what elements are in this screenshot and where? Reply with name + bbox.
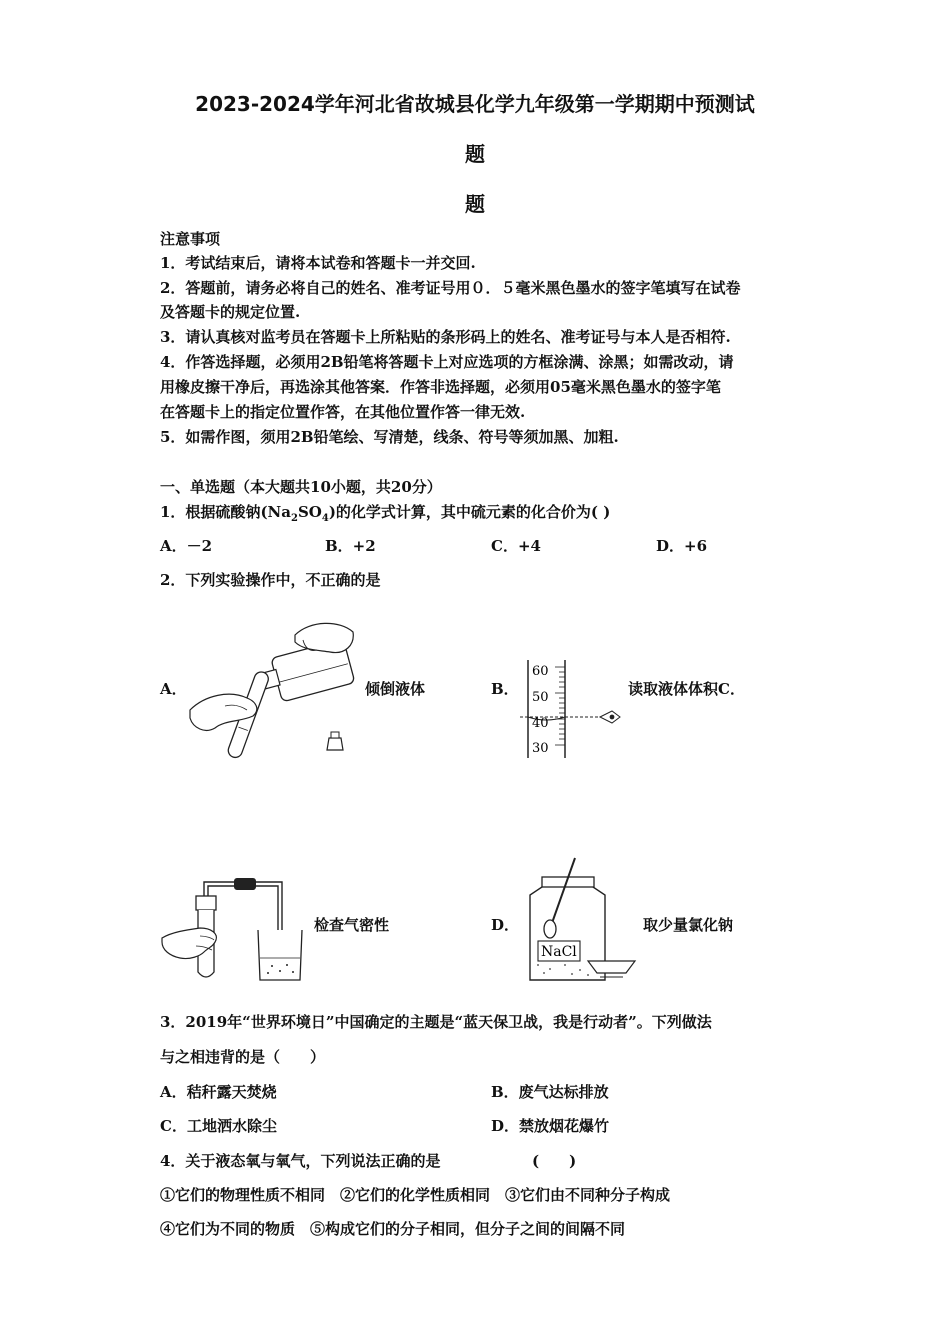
airtightness-check-figure [160,872,310,984]
q1-option-c: C．+4 [491,537,541,555]
q2-label-d: D． [491,916,520,934]
notice-item: 1．考试结束后，请将本试卷和答题卡一并交回. [160,254,476,272]
cylinder-tick-label: 40 [532,716,549,731]
q2-caption-a: 倾倒液体 [365,680,426,698]
q4-answer-paren: ( ) [532,1152,577,1170]
notice-item: 用橡皮擦干净后，再选涂其他答案．作答非选择题，必须用05毫米黑色墨水的签字笔 [160,378,721,396]
notice-item: 2．答题前，请务必将自己的姓名、准考证号用０．５毫米黑色墨水的签字笔填写在试卷 [160,279,741,297]
q3-option-c: C．工地洒水除尘 [160,1117,277,1135]
q3-option-b: B．废气达标排放 [491,1083,609,1101]
q4-stem: 4．关于液态氧与氧气，下列说法正确的是 [160,1152,441,1170]
notice-item: 在答题卡上的指定位置作答，在其他位置作答一律无效. [160,403,526,421]
document-title-line2: 题 [465,142,485,166]
q3-option-d: D．禁放烟花爆竹 [491,1117,610,1135]
notice-heading: 注意事项 [160,230,221,248]
q2-stem: 2．下列实验操作中，不正确的是 [160,571,381,589]
q1-stem-suffix: )的化学式计算，其中硫元素的化合价为( ) [328,503,611,521]
q1-option-a: A．－2 [160,537,213,555]
nacl-bottle-figure [520,855,640,985]
notice-item: 5．如需作图，须用2B铅笔绘、写清楚，线条、符号等须加黑、加粗. [160,428,619,446]
document-title-line1: 2023-2024学年河北省故城县化学九年级第一学期期中预测试 [195,92,755,116]
measuring-cylinder-figure [520,655,625,760]
q2-label-a: A． [160,680,187,698]
notice-item: 及答题卡的规定位置. [160,303,301,321]
cylinder-tick-label: 60 [532,664,549,679]
q1-option-b: B．+2 [325,537,376,555]
q2-caption-c: 检查气密性 [314,916,390,934]
q2-caption-b: 读取液体体积C． [628,680,745,698]
notice-item: 4．作答选择题，必须用2B铅笔将答题卡上对应选项的方框涂满、涂黑；如需改动，请 [160,353,734,371]
q1-subscript-4: 4 [321,513,329,524]
q3-stem-line1: 3．2019年“世界环境日”中国确定的主题是“蓝天保卫战，我是行动者”。下列做法 [160,1013,712,1031]
q2-caption-d: 取少量氯化钠 [643,916,734,934]
cylinder-tick-label: 30 [532,741,549,756]
q3-option-a: A．秸秆露天焚烧 [160,1083,277,1101]
nacl-label: NaCl [541,944,577,960]
q2-label-b: B． [491,680,519,698]
q1-stem [160,501,610,524]
q4-statements-line2: ④它们为不同的物质 ⑤构成它们的分子相同，但分子之间的间隔不同 [160,1220,626,1238]
q1-subscript-2: 2 [290,513,298,524]
q1-stem-prefix: 1．根据硫酸钠(Na [160,503,291,521]
q1-stem-mid: SO [297,503,322,521]
q4-statements-line1: ①它们的物理性质不相同 ②它们的化学性质相同 ③它们由不同种分子构成 [160,1186,671,1204]
q3-stem-line2: 与之相违背的是（ ） [160,1048,326,1066]
document-title-line3: 题 [465,192,485,216]
section-heading: 一、单选题（本大题共10小题，共20分） [160,478,442,496]
pouring-liquid-figure [185,610,360,770]
cylinder-tick-label: 50 [532,690,549,705]
q1-option-d: D．+6 [656,537,708,555]
notice-item: 3．请认真核对监考员在答题卡上所粘贴的条形码上的姓名、准考证号与本人是否相符. [160,328,731,346]
